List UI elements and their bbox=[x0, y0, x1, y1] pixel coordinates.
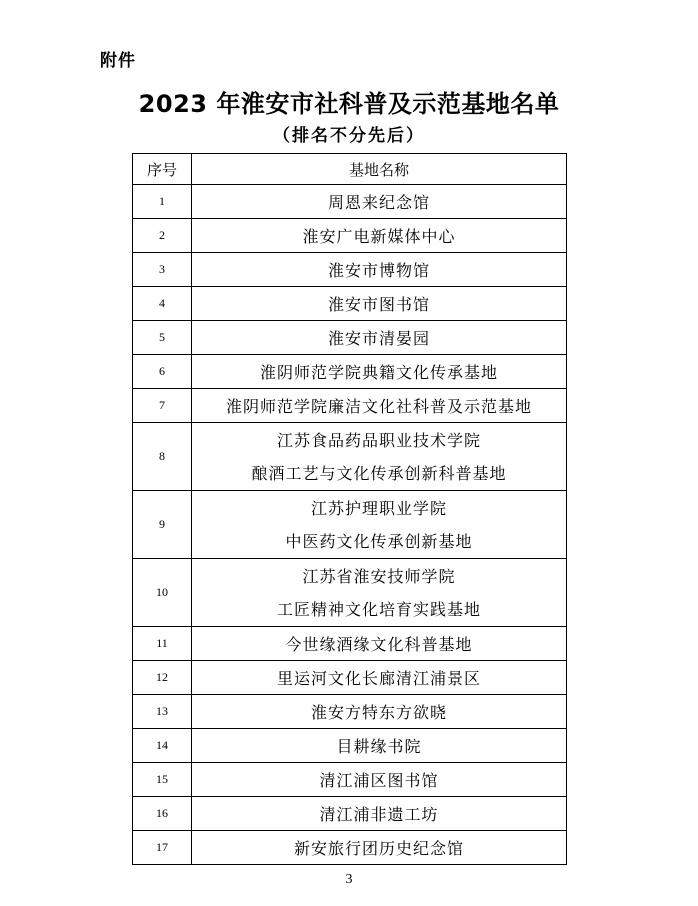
table-row bbox=[133, 389, 567, 423]
row-number: 11 bbox=[133, 627, 192, 661]
table-row bbox=[133, 695, 567, 729]
row-number: 14 bbox=[133, 729, 192, 763]
base-name: 今世缘酒缘文化科普基地 bbox=[192, 627, 567, 661]
table-row bbox=[133, 185, 567, 219]
base-name: 淮阴师范学院典籍文化传承基地 bbox=[192, 355, 567, 389]
row-number: 13 bbox=[133, 695, 192, 729]
row-number: 17 bbox=[133, 831, 192, 865]
base-name-line: 江苏食品药品职业技术学院 bbox=[276, 430, 481, 450]
base-name: 淮阴师范学院廉洁文化社科普及示范基地 bbox=[192, 389, 567, 423]
base-name bbox=[192, 559, 567, 627]
row-number: 2 bbox=[133, 219, 192, 253]
row-number: 8 bbox=[133, 423, 192, 491]
column-header-number: 序号 bbox=[133, 154, 192, 185]
row-number: 12 bbox=[133, 661, 192, 695]
base-name bbox=[192, 491, 567, 559]
base-name: 清江浦区图书馆 bbox=[192, 763, 567, 797]
document-title: 2023 年淮安市社科普及示范基地名单 bbox=[138, 90, 560, 118]
base-name: 目耕缘书院 bbox=[192, 729, 567, 763]
base-name: 淮安广电新媒体中心 bbox=[192, 219, 567, 253]
table-row bbox=[133, 253, 567, 287]
table-row bbox=[133, 287, 567, 321]
base-name: 淮安市清晏园 bbox=[192, 321, 567, 355]
row-number: 15 bbox=[133, 763, 192, 797]
attachment-label: 附件 bbox=[100, 51, 136, 71]
table-header-row bbox=[133, 154, 567, 185]
table-row bbox=[133, 729, 567, 763]
base-name-line: 中医药文化传承创新基地 bbox=[285, 531, 473, 551]
base-name-line: 江苏护理职业学院 bbox=[310, 498, 447, 518]
table-row bbox=[133, 355, 567, 389]
base-name-line: 工匠精神文化培育实践基地 bbox=[276, 599, 481, 619]
document-subtitle: （排名不分先后） bbox=[273, 126, 425, 146]
base-name: 周恩来纪念馆 bbox=[192, 185, 567, 219]
table-row bbox=[133, 491, 567, 559]
table-row bbox=[133, 219, 567, 253]
table-row bbox=[133, 423, 567, 491]
row-number: 3 bbox=[133, 253, 192, 287]
row-number: 4 bbox=[133, 287, 192, 321]
table-row bbox=[133, 763, 567, 797]
base-list-table bbox=[132, 153, 567, 865]
table-row bbox=[133, 627, 567, 661]
table-row bbox=[133, 661, 567, 695]
row-number: 1 bbox=[133, 185, 192, 219]
table-row bbox=[133, 559, 567, 627]
page-number: 3 bbox=[345, 872, 353, 887]
row-number: 7 bbox=[133, 389, 192, 423]
row-number: 9 bbox=[133, 491, 192, 559]
base-name: 淮安市博物馆 bbox=[192, 253, 567, 287]
row-number: 6 bbox=[133, 355, 192, 389]
base-name: 清江浦非遗工坊 bbox=[192, 797, 567, 831]
base-name-line: 江苏省淮安技师学院 bbox=[302, 566, 456, 586]
column-header-name: 基地名称 bbox=[192, 154, 567, 185]
base-name: 里运河文化长廊清江浦景区 bbox=[192, 661, 567, 695]
base-name-line: 酿酒工艺与文化传承创新科普基地 bbox=[251, 463, 507, 483]
row-number: 16 bbox=[133, 797, 192, 831]
table-row bbox=[133, 797, 567, 831]
row-number: 10 bbox=[133, 559, 192, 627]
base-name: 淮安方特东方欲晓 bbox=[192, 695, 567, 729]
base-name bbox=[192, 423, 567, 491]
base-name: 淮安市图书馆 bbox=[192, 287, 567, 321]
base-name: 新安旅行团历史纪念馆 bbox=[192, 831, 567, 865]
table-row bbox=[133, 321, 567, 355]
row-number: 5 bbox=[133, 321, 192, 355]
table-row bbox=[133, 831, 567, 865]
